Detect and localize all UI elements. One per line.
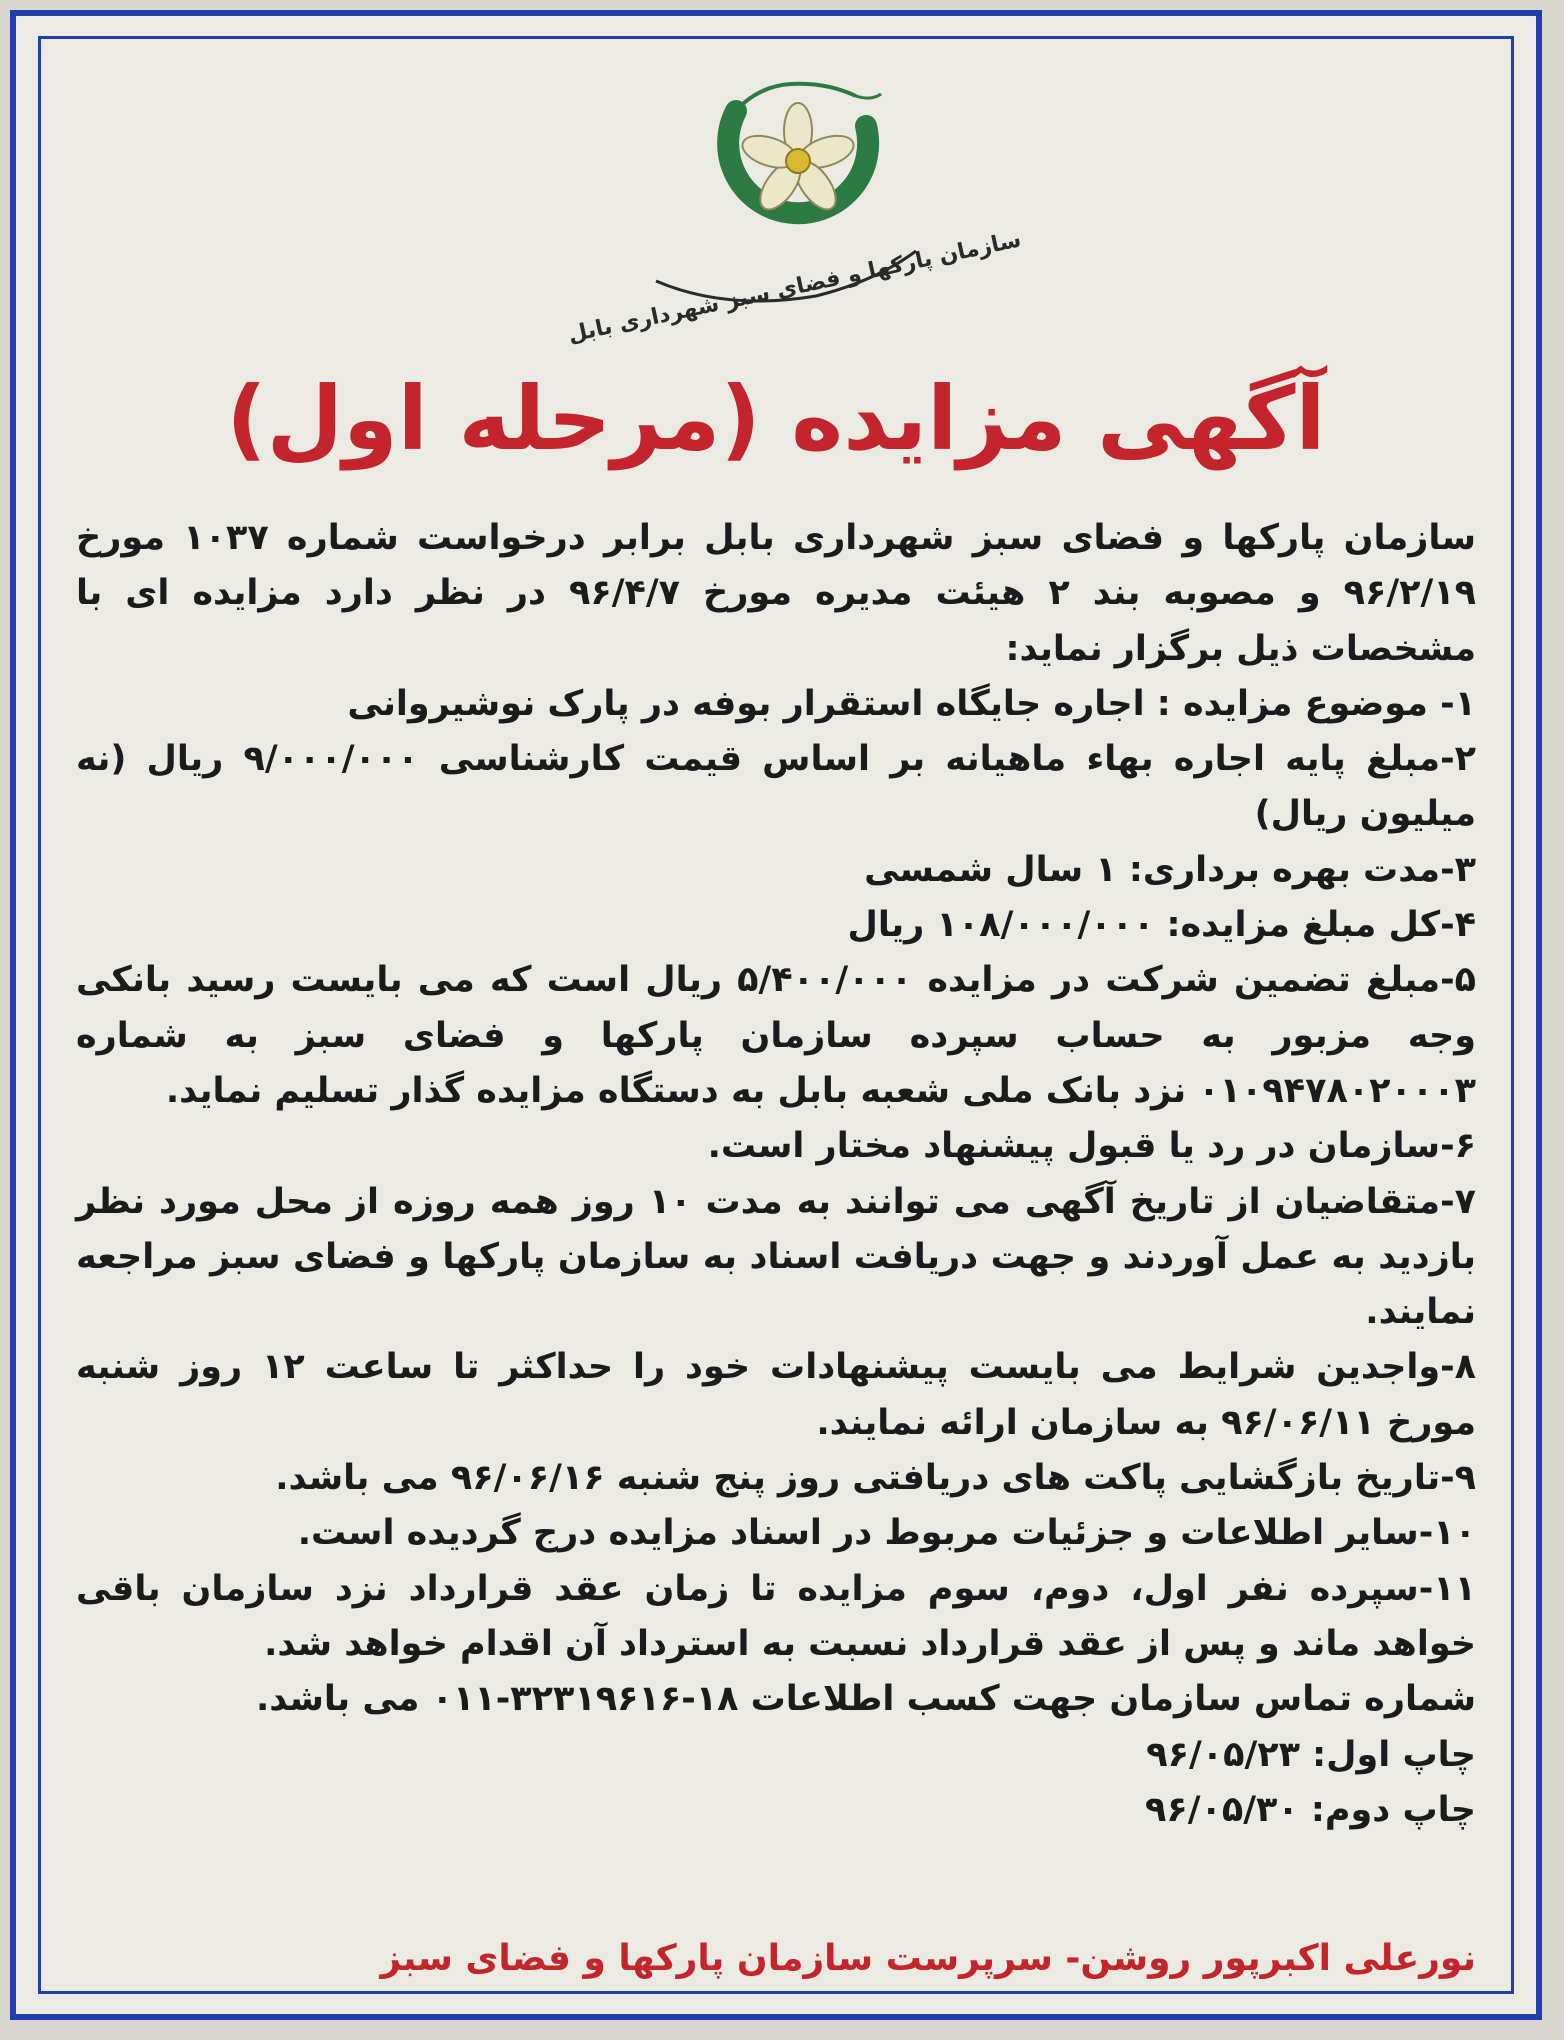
list-item: ۴-کل مبلغ مزایده: ۱۰۸/۰۰۰/۰۰۰ ریال [847, 905, 1476, 946]
list-item: ۲-مبلغ پایه اجاره بهاء ماهیانه بر اساس قیمت کارشناسی ۹/۰۰۰/۰۰۰ ریال (نه میلیون ریال) [76, 739, 1476, 835]
list-item: ۱۱-سپرده نفر اول، دوم، سوم مزایده تا زمان عقد قرارداد نزد سازمان باقی خواهد ماند و پس از عقد قرارداد نسبت به استرداد آن اقدام خواهد شد. [76, 1568, 1476, 1664]
list-item: ۷-متقاضیان از تاریخ آگهی می توانند به مدت ۱۰ روز همه روزه از محل مورد نظر بازدید به عمل آوردند و جهت دریافت اسناد به سازمان پارکها و فضای سبز مراجعه نمایند. [76, 1181, 1476, 1333]
list-item: ۱- موضوع مزایده : اجاره جایگاه استقرار بوفه در پارک نوشیروانی [347, 683, 1476, 724]
flower-wreath-icon [728, 84, 881, 216]
notice-page [10, 10, 1542, 2020]
list-item: ۱۰-سایر اطلاعات و جزئیات مربوط در اسناد مزایده درج گردیده است. [297, 1513, 1476, 1554]
organization-logo [565, 56, 1024, 348]
list-item: ۵-مبلغ تضمین شرکت در مزایده ۵/۴۰۰/۰۰۰ ریال است که می بایست رسید بانکی وجه مزبور به حساب سپرده سازمان پارکها و فضای سبز به شماره ۰۱۰۹۴۷۸۰۲۰۰۰۳ نزد بانک ملی شعبه بابل به دستگاه مزایده گذار تسلیم نماید. [76, 960, 1476, 1111]
list-item: ۹-تاریخ بازگشایی پاکت های دریافتی روز پنج شنبه ۹۶/۰۶/۱۶ می باشد. [275, 1458, 1476, 1499]
signature-line: نورعلی اکبرپور روشن- سرپرست سازمان پارکها و فضای سبز [380, 1938, 1476, 1979]
notice-body [76, 511, 1476, 1838]
list-item: ۶-سازمان در رد یا قبول پیشنهاد مختار است. [707, 1126, 1476, 1167]
page-title: آگهی مزایده (مرحله اول) [226, 367, 1326, 470]
logo-caption: سازمان پارکها و فضای سبز شهرداری بابل [565, 227, 1024, 348]
contact-line: شماره تماس سازمان جهت کسب اطلاعات ۱۸-۳۲۳۱۹۶۱۶-۰۱۱ می باشد. [255, 1679, 1476, 1720]
list-item: ۳-مدت بهره برداری: ۱ سال شمسی [864, 849, 1476, 890]
intro-paragraph: سازمان پارکها و فضای سبز شهرداری بابل برابر درخواست شماره ۱۰۳۷ مورخ ۹۶/۲/۱۹ و مصوبه بند ۲ هیئت مدیره مورخ ۹۶/۴/۷ در نظر دارد مزایده ای با مشخصات ذیل برگزار نماید: [76, 518, 1476, 669]
second-print-date: چاپ دوم: ۹۶/۰۵/۳۰ [1144, 1789, 1476, 1830]
list-item: ۸-واجدین شرایط می بایست پیشنهادات خود را حداکثر تا ساعت ۱۲ روز شنبه مورخ ۹۶/۰۶/۱۱ به سازمان ارائه نمایند. [76, 1347, 1476, 1443]
first-print-date: چاپ اول: ۹۶/۰۵/۲۳ [1146, 1734, 1476, 1775]
